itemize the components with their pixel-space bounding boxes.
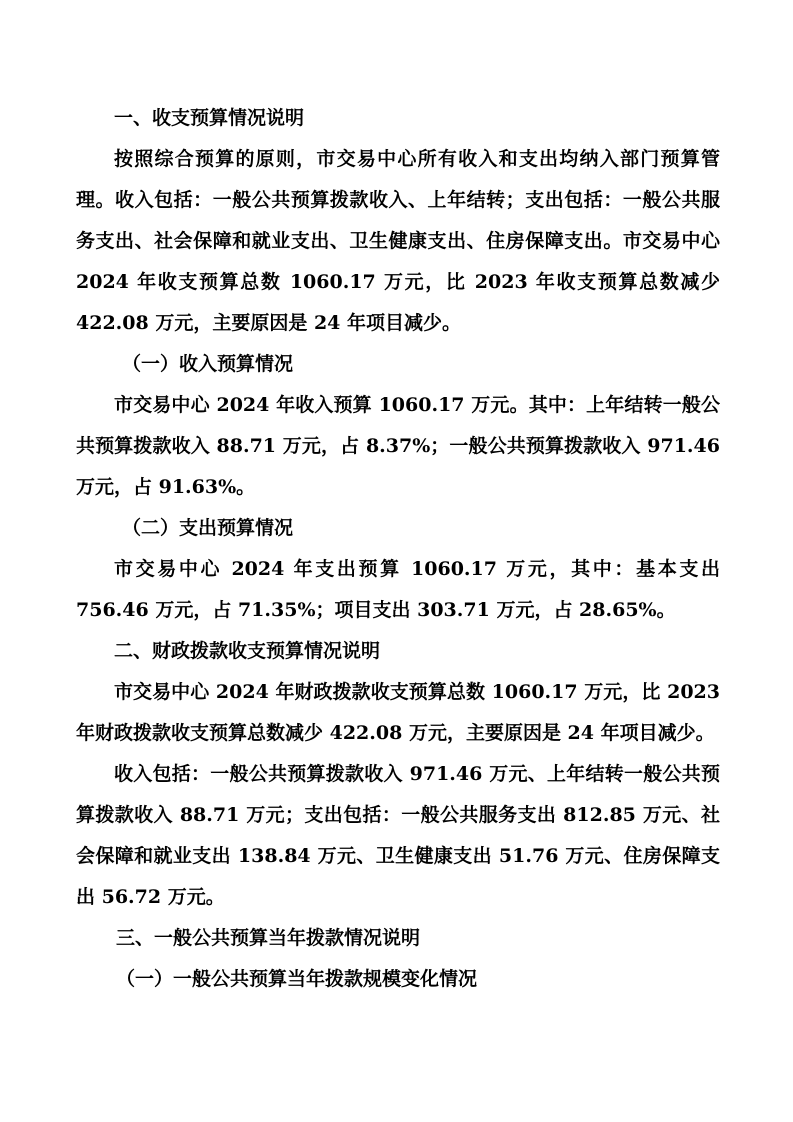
expenditure-budget-paragraph: 市交易中心 2024 年支出预算 1060.17 万元，其中：基本支出 756.46 万元，占 71.35%；项目支出 303.71 万元，占 28.65%。	[76, 558, 720, 621]
income-budget-paragraph: 市交易中心 2024 年收入预算 1060.17 万元。其中：上年结转一般公共预算拨款收入 88.71 万元，占 8.37%；一般公共预算拨款收入 971.46 万元，占 91.63%。	[76, 394, 720, 498]
expenditure-budget-heading: （二）支出预算情况	[122, 517, 294, 539]
section-2-paragraph-1: 市交易中心 2024 年财政拨款收支预算总数 1060.17 万元，比 2023 年财政拨款收支预算总数减少 422.08 万元，主要原因是 24 年项目减少。	[76, 681, 720, 744]
section-1-heading: 一、收支预算情况说明	[114, 107, 305, 129]
section-3-heading: 三、一般公共预算当年拨款情况说明	[116, 927, 421, 949]
document-page	[76, 98, 720, 1000]
section-2-paragraph-2: 收入包括：一般公共预算拨款收入 971.46 万元、上年结转一般公共预算拨款收入 88.71 万元；支出包括：一般公共服务支出 812.85 万元、社会保障和就业支出 138.84 万元、卫生健康支出 51.76 万元、住房保障支出 56.72 万元。	[76, 763, 720, 908]
section-1-paragraph: 按照综合预算的原则，市交易中心所有收入和支出均纳入部门预算管理。收入包括：一般公共预算拨款收入、上年结转；支出包括：一般公共服务支出、社会保障和就业支出、卫生健康支出、住房保障支出。市交易中心 2024 年收支预算总数 1060.17 万元，比 2023 年收支预算总数减少 422.08 万元，主要原因是 24 年项目减少。	[76, 148, 720, 334]
section-2-heading: 二、财政拨款收支预算情况说明	[114, 640, 381, 662]
income-budget-heading: （一）收入预算情况	[122, 353, 294, 375]
section-3-sub-1-heading: （一）一般公共预算当年拨款规模变化情况	[116, 968, 478, 990]
